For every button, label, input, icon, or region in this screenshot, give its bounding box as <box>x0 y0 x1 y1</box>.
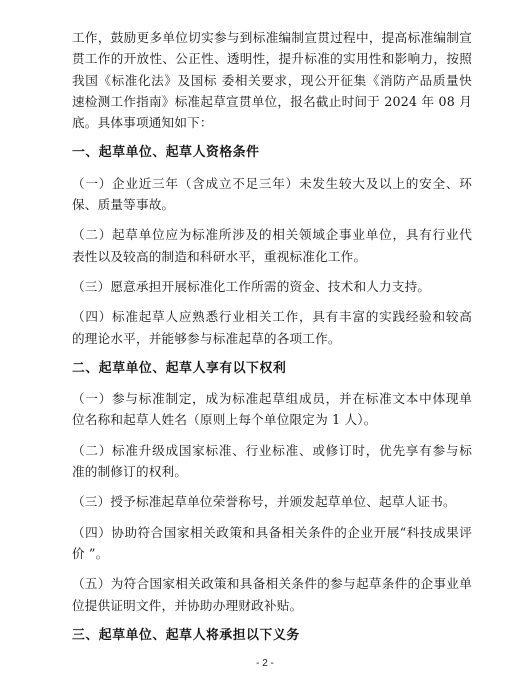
qualification-item: （四）标准起草人应熟悉行业相关工作，具有丰富的实践经验和较高 的理论水平，并能够参与标准起草的各项工作。 <box>72 309 472 346</box>
document-body <box>72 27 472 655</box>
rights-item: （四）协助符合国家相关政策和具备相关条件的企业开展“科技成果评价 ”。 <box>72 524 472 561</box>
rights-item: （五）为符合国家相关政策和具备相关条件的参与起草条件的企事业单位提供证明文件，并协助办理财政补贴。 <box>72 576 472 613</box>
qualification-item: （二）起草单位应为标准所涉及的相关领域企事业单位，具有行业代 表性以及较高的制造和科研水平，重视标准化工作。 <box>72 227 472 264</box>
intro-paragraph: 工作，鼓励更多单位切实参与到标准编制宣贯过程中，提高标准编制宣贯工作的开放性、公正性、透明性，提升标准的实用性和影响力，按照我国《标准化法》及国标 委相关要求，现公开征集《消防产品质量快速检测工作指南》标准起草宣贯单位，报名截止时间于 2024 年 08 月底。具体事项通知如下： <box>72 30 472 131</box>
rights-item: （二）标准升级成国家标准、行业标准、或修订时，优先享有参与标 准的制修订的权利。 <box>72 442 472 480</box>
qualification-item: （一）企业近三年（含成立不足三年）未发生较大及以上的安全、环 保、质量等事故。 <box>72 175 472 213</box>
page-number: - 2 - <box>256 658 274 669</box>
rights-item: （一）参与标准制定，成为标准起草组成员，并在标准文本中体现单 位名称和起草人姓名（原则上每个单位限定为 1 人）。 <box>72 391 472 428</box>
qualification-item: （三）愿意承担开展标准化工作所需的资金、技术和人力支持。 <box>72 278 431 294</box>
section-heading-rights: 二、起草单位、起草人享有以下权利 <box>72 360 287 376</box>
rights-item: （三）授予标准起草单位荣誉称号，并颁发起草单位、起草人证书。 <box>72 494 456 510</box>
section-heading-qualifications: 一、起草单位、起草人资格条件 <box>72 145 260 161</box>
section-heading-obligations: 三、起草单位、起草人将承担以下义务 <box>72 627 300 643</box>
